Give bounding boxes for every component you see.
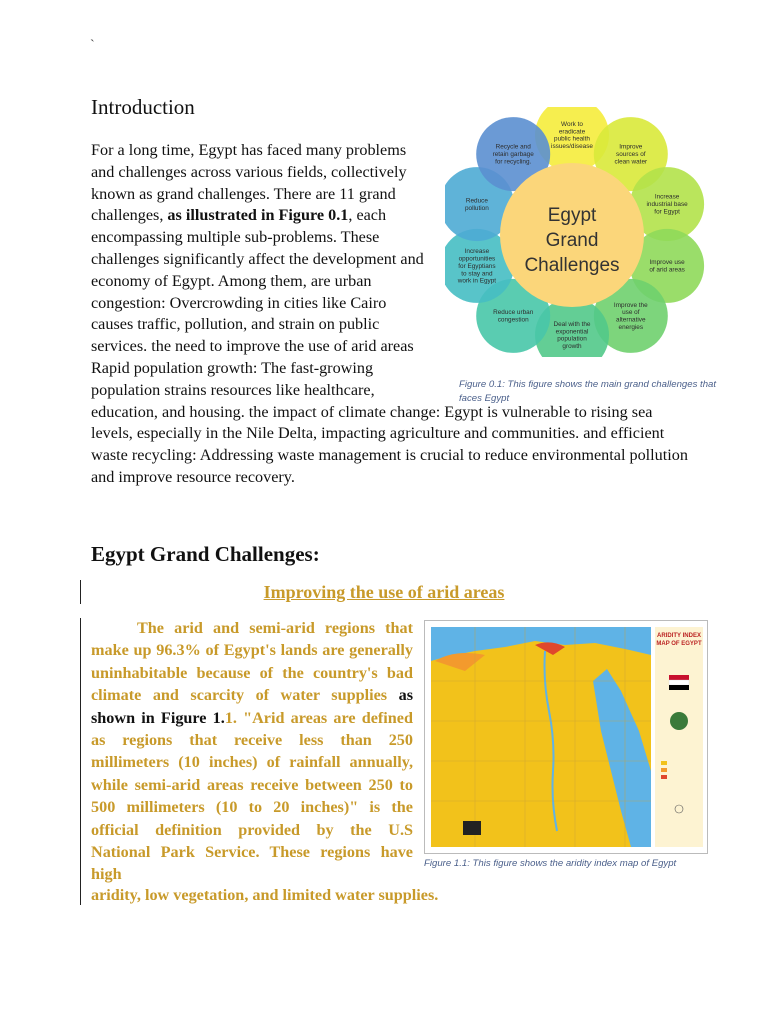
grand-challenges-diagram	[445, 107, 715, 357]
arid-text-part1: The arid and semi-arid regions that make up 96.3% of Egypt's lands are generally uninhabitable because of the country's bad climate and scarcity of water supplies	[91, 619, 413, 705]
diagram-petal-label-0: Work to eradicate public health issues/disease	[551, 120, 593, 151]
map-research-logo	[670, 712, 688, 730]
diagram-center-line3: Challenges	[524, 255, 620, 276]
map-title-line1: ARIDITY INDEX	[657, 633, 701, 639]
flag-black-stripe	[669, 685, 689, 690]
diagram-petal-label-4: Improve the use of alternative energies	[613, 301, 648, 331]
arid-text-part2: 1. "Arid areas are defined as regions that receive less than 250 millimeters (10 inches) of rainfall annually, while semi-arid areas receive between 250 to 500 millimeters (10 to 20 inches)" is the official definition provided by the U.S National Park Service. These regions have high	[91, 708, 413, 884]
map-legend-panel	[655, 627, 703, 847]
diagram-petal-label-5: Deal with the exponential population growth	[553, 320, 591, 351]
figure-0-1-caption: Figure 0.1: This figure shows the main grand challenges that faces Egypt	[459, 379, 717, 404]
intro-text-start: For a long time, Egypt has faced many problems and challenges across various fields, collectively known as grand challenges. There are 11 grand challenges,	[91, 141, 407, 225]
diagram-center-line1: Egypt	[547, 205, 597, 226]
arid-areas-subheading: Improving the use of arid areas	[263, 582, 505, 602]
change-bar-top	[80, 580, 81, 604]
legend-swatch-desert	[661, 761, 667, 765]
diagram-center-line2: Grand	[545, 230, 599, 251]
map-inset-logo	[463, 821, 481, 835]
diagram-petal-label-8: Reduce pollution	[464, 197, 489, 212]
diagram-petal-label-9: Recycle and retain garbage for recycling.	[492, 143, 534, 166]
intro-text-rest: , each encompassing multiple sub-problems. These challenges significantly affect the development and economy of Egypt. Among them, are urban congestion: Overcrowding in cities like Cairo causes traffic, pollution, and strain on public services. the need to improve the use of arid areas Rapid population growth: The fast-growing population strains resources like healthcare, education, and housing. the impact of climate change: Egypt is vulnerable to rising sea levels, especially in the Nile Delta, impacting agriculture and communities. and efficient waste recycling: Addressing waste management is crucial to reduce environmental pollution and improve resource recovery.	[91, 206, 688, 486]
arid-text-tail: aridity, low vegetation, and limited water supplies.	[91, 886, 439, 904]
diagram-petal-label-6: Reduce urban congestion	[493, 309, 534, 324]
figure-1-1-caption: Figure 1.1: This figure shows the aridity index map of Egypt	[424, 858, 677, 869]
arid-figure-reference: as shown in Figure 1.	[91, 686, 413, 727]
stray-tick-mark: `	[90, 38, 95, 53]
aridity-index-map	[424, 620, 708, 854]
flag-red-stripe	[669, 675, 689, 680]
flag-white-stripe	[669, 680, 689, 685]
legend-swatch-semi	[661, 768, 667, 772]
change-bar-main	[80, 618, 81, 905]
diagram-petal-label-1: Improve sources of clean water	[614, 143, 648, 166]
legend-swatch-wet	[661, 775, 667, 779]
map-title-line2: MAP OF EGYPT	[656, 641, 702, 647]
intro-figure-reference: as illustrated in Figure 0.1	[167, 206, 349, 225]
diagram-petal-label-2: Increase industrial base for Egypt	[646, 193, 688, 216]
intro-heading: Introduction	[91, 95, 195, 119]
diagram-petal-label-3: Improve use of arid areas	[649, 259, 685, 274]
arid-areas-paragraph	[91, 617, 413, 886]
diagram-petal-label-7: Increase opportunities for Egyptians to stay and work in Egypt	[457, 248, 497, 285]
grand-challenges-heading: Egypt Grand Challenges:	[91, 542, 320, 566]
